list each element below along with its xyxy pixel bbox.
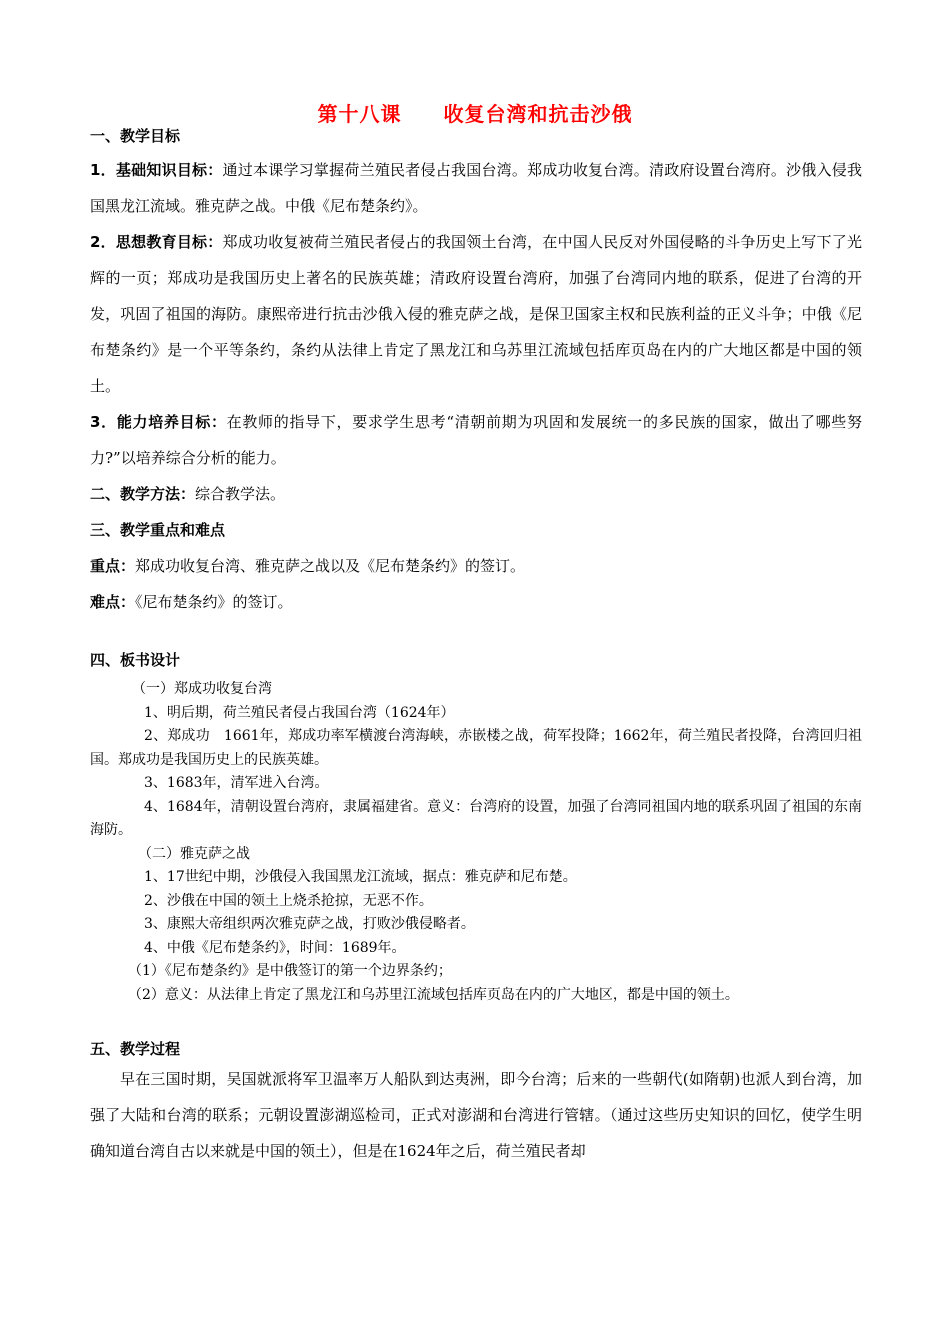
key-point [90,548,862,584]
board-part1-title: （一）郑成功收复台湾 [132,681,272,697]
board-item: 4、中俄《尼布楚条约》，时间：1689年。 [144,939,406,956]
goal-knowledge [90,152,862,224]
board-item: （1）《尼布楚条约》是中俄签订的第一个边界条约； [128,963,452,979]
board-design [90,678,862,1007]
board-item: 3、1683年，清军进入台湾。 [144,775,329,791]
teaching-process-text: 早在三国时期，吴国就派将军卫温率万人船队到达夷洲，即今台湾；后来的一些朝代(如隋朝)也派人到台湾，加强了大陆和台湾的联系；元朝设置澎湖巡检司，正式对澎湖和台湾进行管辖。（通过这些历史知识的回忆，使学生明确知道台湾自古以来就是中国的领土），但是在1624年之后，荷兰殖民者却 [90,1070,862,1160]
difficult-point-label: 难点： [90,593,136,611]
difficult-point [90,584,862,620]
teaching-method-text: 综合教学法。 [195,485,286,503]
goal-ability [90,404,862,476]
key-point-label: 重点： [90,557,136,575]
heading-board-design: 四、板书设计 [90,651,181,669]
difficult-point-text: 《尼布楚条约》的签订。 [135,593,293,611]
goal-knowledge-text: 通过本课学习掌握荷兰殖民者侵占我国台湾。郑成功收复台湾。清政府设置台湾府。沙俄入侵我国黑龙江流域。雅克萨之战。中俄《尼布楚条约》。 [90,161,862,215]
goal-ideology-label: 2．思想教育目标： [90,233,223,251]
document-body [90,126,862,1169]
board-item: 3、康熙大帝组织两次雅克萨之战，打败沙俄侵略者。 [144,916,475,932]
page-title: 第十八课 收复台湾和抗击沙俄 [317,102,633,126]
goal-ability-text: 在教师的指导下，要求学生思考“清朝前期为巩固和发展统一的多民族的国家，做出了哪些努力?”以培养综合分析的能力。 [90,413,862,467]
board-part2-title: （二）雅克萨之战 [138,845,250,862]
goal-ability-label: 3．能力培养目标： [90,413,227,431]
board-item: （2）意义：从法律上肯定了黑龙江和乌苏里江流域包括库页岛在内的广大地区，都是中国的领土。 [128,986,739,1003]
teaching-method [90,476,862,512]
key-point-text: 郑成功收复台湾、雅克萨之战以及《尼布楚条约》的签订。 [135,557,526,575]
board-item: 4、1684年，清朝设置台湾府，隶属福建省。意义：台湾府的设置，加强了台湾同祖国内地的联系巩固了祖国的东南海防。 [90,798,862,838]
goal-knowledge-label: 1．基础知识目标： [90,161,223,179]
board-item: 2、郑成功 1661年，郑成功率军横渡台湾海峡，赤嵌楼之战，荷军投降；1662年，荷兰殖民者投降，台湾回归祖国。郑成功是我国历史上的民族英雄。 [90,728,862,768]
heading-key-points: 三、教学重点和难点 [90,521,226,539]
goal-ideology-text: 郑成功收复被荷兰殖民者侵占的我国领土台湾，在中国人民反对外国侵略的斗争历史上写下了光辉的一页；郑成功是我国历史上著名的民族英雄；清政府设置台湾府，加强了台湾同内地的联系，促进了台湾的开发，巩固了祖国的海防。康熙帝进行抗击沙俄入侵的雅克萨之战，是保卫国家主权和民族利益的正义斗争；中俄《尼布楚条约》是一个平等条约，条约从法律上肯定了黑龙江和乌苏里江流域包括库页岛在内的广大地区都是中国的领土。 [90,233,862,395]
teaching-method-label: 二、教学方法： [90,485,196,503]
goal-ideology [90,224,862,404]
heading-teaching-goals: 一、教学目标 [90,127,181,145]
board-item: 1、17世纪中期，沙俄侵入我国黑龙江流域，据点：雅克萨和尼布楚。 [144,869,577,885]
board-item: 2、沙俄在中国的领土上烧杀抢掠，无恶不作。 [144,892,433,909]
heading-teaching-process: 五、教学过程 [90,1040,181,1058]
board-item: 1、明后期，荷兰殖民者侵占我国台湾（1624年） [144,704,455,721]
